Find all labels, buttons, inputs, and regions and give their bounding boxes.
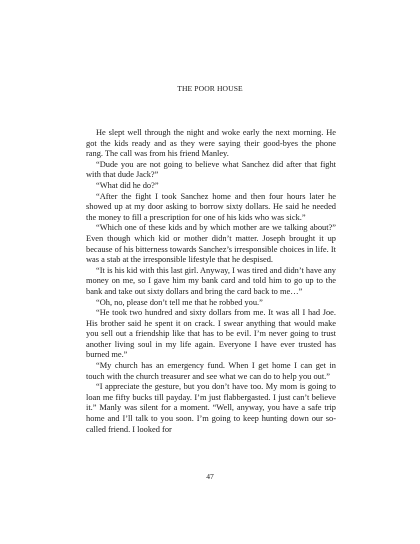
paragraph: “What did he do?” (96, 180, 159, 190)
paragraph: “It is his kid with this last girl. Anyway, I was tired and didn’t have any money on me, so I gave him my bank card and told him to go up to the bank and take out sixty dollars and bring the card back to me…” (86, 265, 336, 296)
paragraph: “After the fight I took Sanchez home and then four hours later he showed up at my door asking to borrow sixty dollars. He said he needed the money to fill a prescription for one of his kids who was sick.” (86, 191, 336, 222)
paragraph: “Which one of these kids and by which mother are we talking about?” Even though which kid or mother didn’t matter. Joseph brought it up because of his bitterness towards Sanchez’s irresponsible choices in life. It was a stab at the irresponsible lifestyle that he despised. (86, 223, 336, 265)
paragraph: “My church has an emergency fund. When I get home I can get in touch with the church treasurer and see what we can do to help you out.” (86, 361, 336, 381)
page-number: 47 (206, 472, 214, 481)
paragraph: “He took two hundred and sixty dollars from me. It was all I had Joe. His brother said he spent it on crack. I swear anything that would make you sell out a friendship like that has to be evil. I’m never going to trust another living soul in my life again. Everyone I have ever trusted has burned me.” (86, 308, 336, 360)
paragraph: He slept well through the night and woke early the next morning. He got the kids ready and as they were saying their good-byes the phone rang. The call was from his friend Manley. (86, 128, 336, 159)
paragraph: “Oh, no, please don’t tell me that he robbed you.” (96, 297, 263, 307)
body-text (86, 128, 336, 435)
paragraph: “I appreciate the gesture, but you don’t have too. My mom is going to loan me fifty bucks till payday. I’m just flabbergasted. I just can’t believe it.” Manly was silent for a moment. “Well, anyway, you have a safe trip home and I’ll talk to you soon. I’m going to keep hunting down our so-called friend. I looked for (86, 382, 336, 434)
paragraph: “Dude you are not going to believe what Sanchez did after that fight with that dude Jack?” (86, 159, 336, 180)
running-head: THE POOR HOUSE (177, 84, 243, 93)
